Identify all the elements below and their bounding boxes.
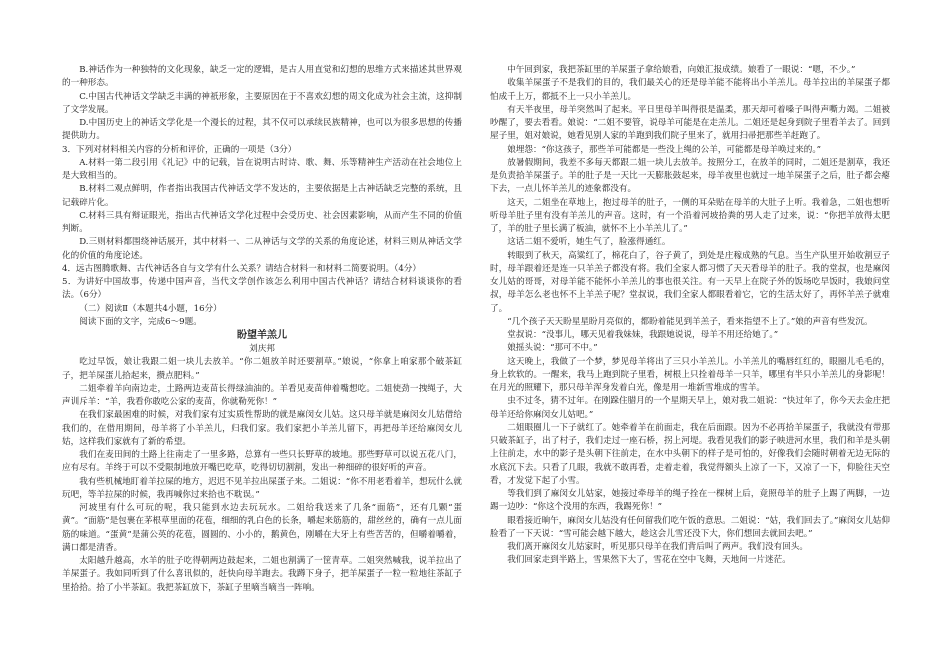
section-instructions: 阅读下面的文字，完成6～9题。 [79, 316, 202, 327]
option-d: D.中国历史上的神话文学化是一个漫长的过程，其不仅可以承续民族精神，也可以为很多思想的传播提供助力。 [62, 118, 462, 142]
story-paragraph: 有天半夜里，母羊突然叫了起来。平日里母羊叫得很是温柔，那天却可着嗓子叫得声嘶力竭。二姐被吵醒了，要去看看。娘说：“二姐不要管，说母羊可能是在走羔儿。二姐还是起身到院子里看羊去了。回到屋子里，姐对娘说，她看见别人家的羊跑到我们院子里来了，就用扫帚把那些羊赶跑了。 [490, 104, 890, 142]
story-paragraph: 眼看接近晌午，麻闵女儿姑没有任何留我们吃午饭的意思。二姐说：“姑，我们回去了。”麻闵女儿姑仰脸看了一下天说：“雪可能会越下越大，趁这会儿雪还没下大，你们想回去就回去吧。” [490, 515, 890, 539]
story-paragraph: 我们离开麻闵女儿姑家时，听见那只母羊在我们背后叫了两声。我们没有回头。 [507, 542, 808, 552]
story-paragraph: 等我们到了麻闵女儿姑家，她接过牵母羊的绳子拴在一棵树上后，竟照母羊的肚子上踢了两脚，一边踢一边吵：“你这个没用的东西，我踢死你！” [490, 489, 890, 513]
story-paragraph: 这话二姐不爱听，她生气了，脸涨得通红。 [507, 237, 671, 248]
story-paragraph: 收集羊屎蛋子不是我们的目的，我们最关心的还是母羊能不能将出小羊羔儿。母羊拉出的羊屎蛋子都怕成千上万，都抵不上一只小羊羔儿。 [490, 78, 890, 102]
story-paragraph: 二姐牵着羊向南边走，土路两边麦苗长得绿油油的。羊看见麦苗伸着嘴想吃。二姐使劲一拽绳子，大声训斥羊：“羊，我看你敢吃公家的麦苗，你就勒死你！” [62, 383, 462, 407]
section-heading: （二）阅读Ⅱ（本题共4小题，16分） [79, 303, 222, 314]
story-paragraph: 转眼到了秋天，高粱红了，棉花白了，谷子黄了，到处是庄稼成熟的气息。当生产队里开始收割豆子时，母羊跟着还是连一只羊羔子都没有将。我们全家人都习惯了天天看母羊的肚子。我的堂叔，也是麻闵女儿姑的哥哥，对母羊能不能怀小羊羔儿的事也很关注。有一天早上在院子外的饭场吃早饭时，我娘问堂叔，母羊怎么老也怀不上羊羔子呢？堂叔说，我们全家人都眼看着它，它的生活太好了，再怀羊羔子就难了。 [490, 250, 890, 314]
question-3: 3．下列对材料相关内容的分析和评价，正确的一项是（3分） [62, 144, 297, 155]
left-column [62, 64, 462, 595]
story-paragraph: 二姐眼圈儿一下子就红了。她牵着羊在前面走，我在后面跟。因为不必再拾羊屎蛋子，我就没有带那只破茶缸子，出了村子，我们走过一座石桥，拐上河堤。我看见我们的影子映进河水里，我们和羊是头朝上往前走，水中的影子是头朝下往前走，在水中头朝下的样子是可怕的，好像我们会随时朝着无边无际的水底沉下去。只看了几眼，我就不敢再看，走着走着，我觉得额头上凉了一下，又凉了一下，仰脸往天空看，才发觉下起了小雪。 [490, 422, 890, 486]
story-paragraph: 这天晚上，我做了一个梦，梦见母羊将出了三只小羊羔儿。小羊羔儿的嘴唇红红的，眼圈儿毛毛的，身上软软的。一醒来，我马上跑到院子里看，树根上只拴着母羊一只羊，哪里有半只小羊羔儿的身影呢！在月光的照耀下，那只母羊浑身发着白光，像是用一堆新雪堆成的雪羊。 [490, 356, 890, 393]
story-paragraph: 河坡里有什么可玩的呢，我只能到水边去玩玩水。二姐给我送来了几条“面筋”，还有几颗“蛋黄”。“面筋”是包裹在茅根草里面的花苞，细细的乳白色的长条，嚼起来筋筋的，甜丝丝的，确有一点儿面筋的味道。“蛋黄”是蒲公英的花苞，圆圆的、小小的，鹅黄色，刚嚼在大牙上有些苦苦的，但嚼着嚼着，满口都是清香。 [62, 503, 462, 553]
story-paragraph: 太阳越升越高，水羊的肚子吃得朝两边鼓起来，二姐也割满了一筐青草。二姐突然喊我，说羊拉出了羊屎蛋子。我如同听到了什么喜讯似的，赶快向母羊跑去。我蹲下身子，把羊屎蛋子一粒一粒地往茶缸子里拾拾。拾了小半茶缸。我把茶缸放下，茶缸子里嘀当嘀当一阵响。 [62, 556, 462, 593]
question-3-option-c: C.材料三具有辩证眼光，指出古代神话文学化过程中会受历史、社会因素影响，从而产生不同的价值判断。 [62, 210, 462, 234]
story-paragraph: 我有些机械地盯着羊拉屎的地方，迟迟不见羊拉出屎蛋子来。二姐说：“你不用老看着羊，想玩什么就玩吧，等羊拉屎的时候，我再喊你过来拾也不耽误。” [62, 476, 462, 500]
story-paragraph: 吃过早饭，娘让我跟二姐一块儿去放羊。“你二姐放羊时还要割草。”娘说，“你拿上咱家那个破茶缸子，把羊屎蛋儿拾起来，攒点肥料。” [62, 357, 462, 381]
story-author: 刘庆邦 [249, 344, 275, 354]
question-3-option-b: B.材料二观点鲜明，作者指出我国古代神话文学不发达的，主要依据是上古神话缺乏完整的系统，且记载碎片化。 [62, 184, 462, 208]
option-b: B.神话作为一种独特的文化现象，缺乏一定的逻辑，是古人用直觉和幻想的思维方式来描述其世界观的一种形态。 [62, 65, 462, 89]
story-paragraph: 我们在麦田间的土路上往南走了一里多路，总算有一些只长野草的坡地。那些野草可以说五花八门，应有尽有。羊终于可以不受限制地放开嘴巴吃草，吃得切切割割，发出一种细碎的很好听的声音。 [62, 450, 462, 474]
story-paragraph: 中午回到家，我把茶缸里的羊屎蛋子拿给娘看，向娘汇报成绩。娘看了一眼说：“嗯，不少。” [507, 65, 856, 75]
question-3-option-d: D.三则材料都围绕神话展开，其中材料一、二从神话与文学的关系的角度论述，材料三则从神话文学化的价值的角度论述。 [62, 237, 462, 261]
question-5: 5．为讲好中国故事，传递中国声音，当代文学创作该怎么利用中国古代神话？请结合材料谈谈你的看法。（6分） [62, 277, 462, 301]
right-column [490, 64, 890, 568]
question-3-option-a: A.材料一第二段引用《礼记》中的记载，旨在说明古时诗、歌、舞、乐等精神生产活动在社会地位上是大致相当的。 [62, 157, 462, 181]
story-paragraph: 娘摇头说：“那可不中。” [507, 343, 598, 354]
story-paragraph: 虫不过冬，猜不过年。在刚跺住腊月的一个星期天早上，娘对我二姐说：“快过年了，你今天去金庄把母羊还给你麻闵女儿姑吧。” [490, 396, 890, 420]
option-c: C.中国古代神话文学缺乏丰满的神祇形象，主要原因在于不喜欢幻想的周文化成为社会主流，这抑制了文学发展。 [62, 91, 462, 115]
story-paragraph: 堂叔说：“没事儿，哪天见着我妹妹，我跟她说说，母羊不用还给她了。” [507, 330, 779, 340]
story-paragraph: 这天，二姐坐在草地上，抱过母羊的肚子，一侧的耳朵贴在母羊的大肚子上听。我着急，二姐也想听听母羊肚子里有没有羊羔儿的声音。这时，有一个沿着河坡拾粪的男人走了过来，说：“你把羊放得太肥了，羊的肚子里长满了板油，就怀不上小羊羔儿了。” [490, 197, 890, 234]
story-paragraph: 在我们家最困难的时候，对我们家有过实质性帮助的就是麻闵女儿姑。这只母羊就是麻闵女儿姑借给我们的，在借用期间，母羊将了小羊羔儿，归我们家。我们家把小羊羔儿留下，再把母羊还给麻闵女儿姑，这样我们家就有了新的希望。 [62, 410, 462, 447]
story-paragraph: 我们回家走到半路上，雪果然下大了，雪花在空中飞舞，天地间一片迷茫。 [507, 555, 791, 566]
story-paragraph: 娘埋怨：“你这孩子，那些羊可能都是一些没上绳的公羊，可能都是母羊唤过来的。” [507, 144, 822, 155]
story-paragraph: “几个孩子天天盼星星盼月亮似的，都盼着能见到羊羔子，看来指望不上了。”娘的声音有些发沉。 [507, 316, 873, 327]
question-4: 4．远古图腾歌舞、古代神话各自与文学有什么关系？请结合材料一和材料二简要说明。（4分） [62, 263, 421, 274]
story-paragraph: 放暑假期间，我差不多每天都跟二姐一块儿去放羊。按照分工，在放羊的同时，二姐还是割草，我还是负责拾羊屎蛋子。羊的肚子是一天比一天膨胀鼓起来，母羊夜里也就过一地羊屎蛋子之后，肚子都会瘪下去，一点儿怀羊羔儿的迹象都没有。 [490, 157, 890, 195]
story-title: 盼望羊羔儿 [237, 330, 287, 341]
